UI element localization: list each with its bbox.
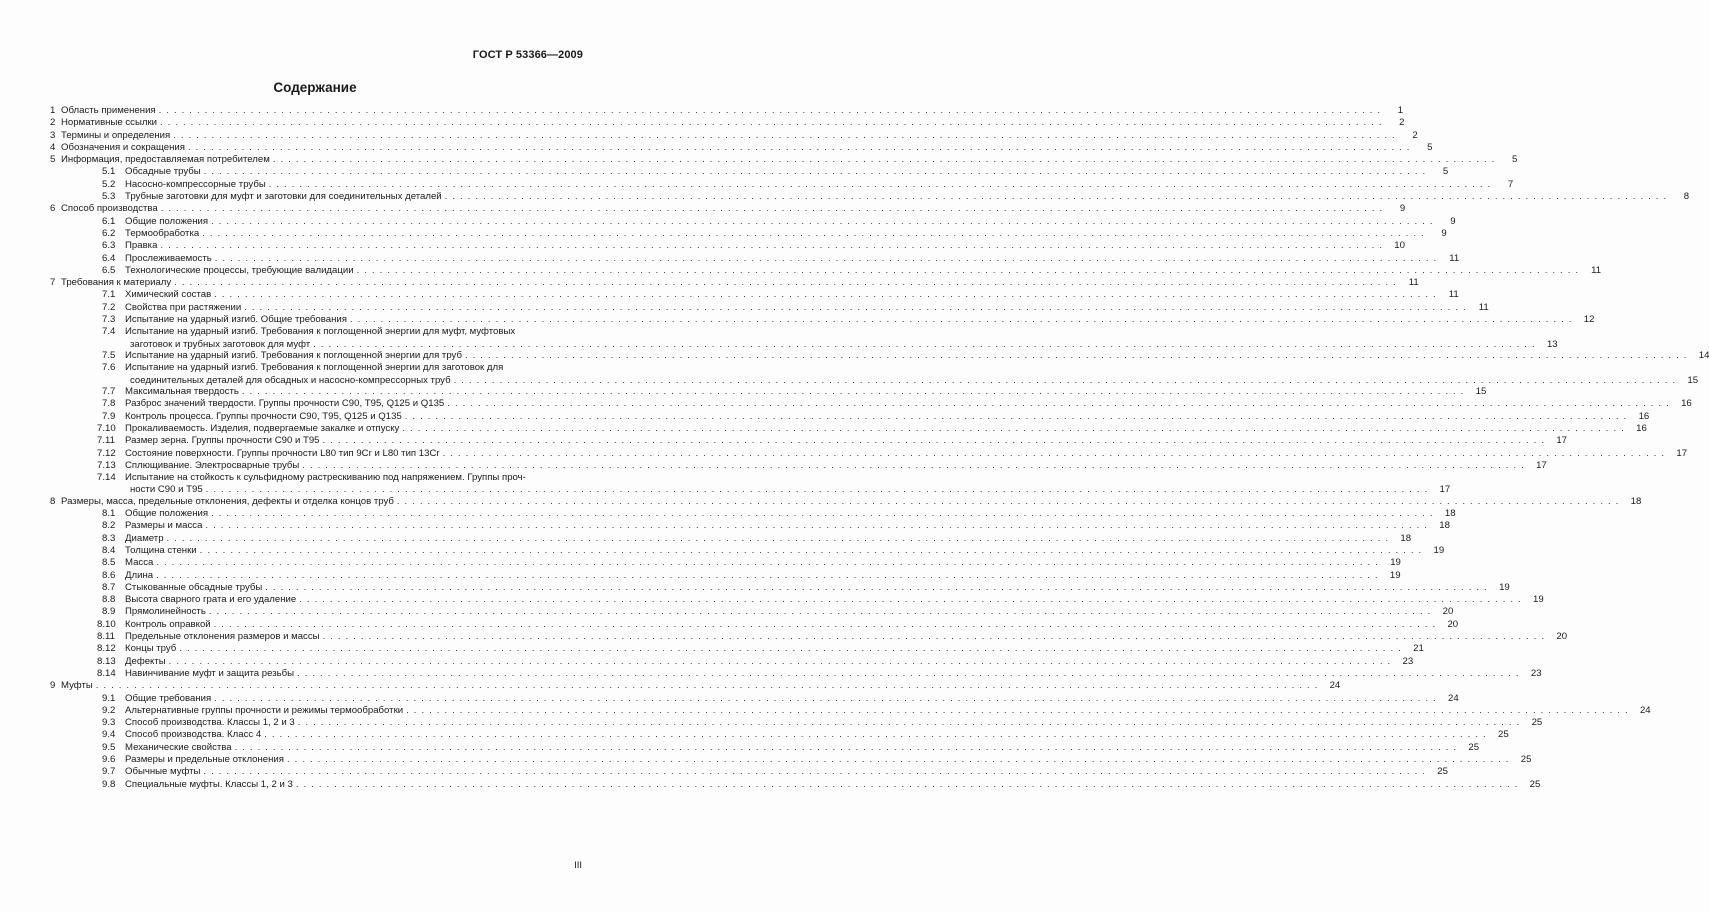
toc-leader-dots: ................................................................................................................................................................ [214, 252, 1442, 264]
toc-entry[interactable] [50, 606, 1454, 618]
toc-entry-number: 9.4 [102, 729, 116, 741]
toc-entry-number: 9.3 [102, 717, 116, 729]
toc-page-number: 19 [1389, 569, 1401, 581]
toc-entry[interactable] [50, 252, 1460, 265]
toc-leader-dots: ................................................................................................................................................................ [205, 520, 1432, 532]
toc-entry-number: 5.2 [102, 178, 116, 190]
toc-leader-dots: ................................................................................................................................................................ [234, 741, 1462, 753]
toc-page-number: 5 [1442, 166, 1449, 178]
toc-page-number: 5 [1511, 154, 1518, 166]
toc-entry-title: Длина [125, 569, 154, 581]
toc-leader-dots: ................................................................................................................................................................ [447, 398, 1674, 410]
toc-entry-number: 8.7 [102, 581, 116, 593]
toc-entry[interactable] [50, 741, 1480, 754]
toc-page-number: 11 [1591, 264, 1602, 276]
toc-entry-title: Размер зерна. Группы прочности С90 и Т95 [125, 435, 320, 447]
toc-page-number: 17 [1556, 435, 1568, 447]
toc-entry-title: Испытание на ударный изгиб. Требования к поглощенной энергии для муфт, муфтовых [125, 326, 516, 338]
toc-entry-number: 7.11 [97, 435, 115, 447]
toc-leader-dots: ................................................................................................................................................................ [297, 717, 1525, 729]
toc-entry[interactable] [50, 729, 1509, 741]
toc-leader-dots: ................................................................................................................................................................ [160, 117, 1387, 129]
toc-entry-title: Размеры и предельные отклонения [125, 754, 284, 766]
toc-page-number: 19 [1390, 557, 1401, 569]
toc-entry-title: Толщина стенки [125, 544, 197, 556]
toc-page-number: 24 [1448, 692, 1459, 704]
toc-entry-number: 8.14 [97, 667, 116, 679]
toc-entry-title: Навинчивание муфт и защита резьбы [125, 667, 295, 679]
toc-leader-dots: ................................................................................................................................................................ [453, 374, 1681, 386]
toc-entry[interactable] [50, 301, 1489, 314]
toc-leader-dots: ................................................................................................................................................................ [302, 459, 1529, 471]
toc-leader-dots: ................................................................................................................................................................ [187, 141, 1415, 153]
toc-entry-number: 8.8 [102, 594, 116, 606]
toc-entry-title: Сплющивание. Электросварные трубы [125, 459, 300, 471]
toc-page-number: 17 [1439, 484, 1451, 496]
toc-leader-dots: ................................................................................................................................................................ [214, 692, 1441, 704]
toc-entry-number: 8.10 [97, 618, 116, 630]
toc-entry-title: Насосно-компрессорные трубы [125, 178, 266, 190]
toc-entry-title: заготовок и трубных заготовок для муфт [130, 338, 311, 350]
toc-entry[interactable] [50, 105, 1404, 117]
toc-entry[interactable] [50, 766, 1448, 778]
toc-entry-title: Испытание на стойкость к сульфидному растрескиванию под напряжением. Группы проч- [125, 472, 526, 484]
toc-leader-dots: ................................................................................................................................................................ [156, 557, 1383, 569]
toc-entry-number: 5.1 [102, 166, 116, 178]
toc-entry-title: Специальные муфты. Классы 1, 2 и 3 [125, 778, 293, 790]
toc-page-number: 20 [1442, 606, 1454, 618]
toc-entry[interactable] [50, 544, 1445, 557]
toc-entry-title: Испытание на ударный изгиб. Требования к поглощенной энергии для заготовок для [125, 362, 504, 374]
toc-page-number: 19 [1533, 594, 1544, 606]
toc-leader-dots: ................................................................................................................................................................ [268, 178, 1496, 190]
toc-entry[interactable] [50, 680, 1341, 692]
toc-entry[interactable] [50, 520, 1450, 532]
toc-entry-title: Максимальная твердость [125, 386, 239, 398]
toc-entry-title: Требования к материалу [61, 277, 172, 289]
toc-leader-dots: ................................................................................................................................................................ [95, 680, 1323, 692]
toc-entry-title: Состояние поверхности. Группы прочности L80 тип 9Cr и L80 тип 13Cr [125, 447, 440, 459]
toc-page-number: 15 [1687, 374, 1699, 386]
toc-leader-dots: ................................................................................................................................................................ [211, 508, 1438, 520]
toc-leader-dots: ................................................................................................................................................................ [213, 618, 1441, 630]
toc-page-number: 9 [1450, 215, 1456, 227]
toc-entry-number: 7.4 [102, 326, 116, 338]
toc-leader-dots: ................................................................................................................................................................ [173, 129, 1400, 141]
toc-page-number: 7 [1507, 178, 1514, 190]
toc-page-number: 19 [1433, 544, 1445, 556]
toc-entry-title: Механические свойства [125, 741, 232, 753]
toc-entry[interactable] [50, 410, 1650, 423]
toc-entry-number: 8.12 [97, 643, 116, 655]
toc-entry-number: 7.10 [97, 422, 116, 434]
toc-page-number: 17 [1676, 447, 1688, 459]
toc-page-number: 15 [1475, 386, 1487, 398]
toc-entry-title: Обозначения и сокращения [61, 141, 185, 153]
toc-entry-title: Альтернативные группы прочности и режимы термообработки [125, 704, 404, 716]
toc-entry[interactable] [50, 484, 1451, 496]
toc-entry-title: Способ производства [61, 203, 158, 215]
toc-entry-title: Прямолинейность [125, 606, 206, 618]
toc-entry[interactable] [50, 508, 1456, 520]
toc-entry[interactable] [50, 532, 1412, 545]
toc-entry[interactable] [50, 447, 1688, 460]
toc-leader-dots: ................................................................................................................................................................ [158, 105, 1386, 116]
toc-entry-title: Обычные муфты [125, 766, 201, 778]
toc-entry-number: 8.4 [102, 544, 116, 556]
toc-leader-dots: ................................................................................................................................................................ [396, 495, 1624, 507]
toc-entry[interactable] [50, 422, 1647, 435]
toc-entry-number: 2 [50, 117, 56, 129]
toc-entry-number: 7.8 [102, 398, 116, 410]
toc-page-number: 25 [1437, 766, 1448, 778]
toc-entry-number: 7.7 [102, 386, 116, 398]
toc-page-number: 11 [1448, 289, 1459, 301]
toc-page-number: 16 [1638, 410, 1650, 422]
toc-leader-dots: ................................................................................................................................................................ [402, 422, 1629, 434]
toc-leader-dots: ................................................................................................................................................................ [168, 655, 1396, 667]
toc-entry[interactable] [50, 754, 1532, 766]
toc-entry-title: Размеры и масса [125, 520, 203, 532]
toc-entry[interactable] [50, 581, 1510, 594]
toc-leader-dots: ................................................................................................................................................................ [356, 264, 1584, 276]
toc-entry[interactable] [50, 203, 1406, 215]
toc-entry[interactable] [50, 154, 1518, 166]
toc-entry-title: Термообработка [125, 227, 200, 239]
toc-entry[interactable] [50, 141, 1433, 154]
toc-entry-number: 9.8 [102, 778, 116, 790]
toc-leader-dots: ................................................................................................................................................................ [442, 447, 1670, 459]
toc-entry-title: Общие положения [125, 215, 209, 227]
toc-entry-title: Технологические процессы, требующие валидации [125, 264, 354, 276]
toc-page-number: 25 [1468, 741, 1480, 753]
toc-page-number: 11 [1408, 277, 1419, 289]
toc-page-number: 13 [1546, 338, 1558, 350]
toc-leader-dots: ................................................................................................................................................................ [264, 729, 1491, 741]
toc-entry[interactable] [50, 227, 1447, 240]
toc-leader-dots: ................................................................................................................................................................ [322, 631, 1550, 643]
toc-entry[interactable] [50, 277, 1419, 289]
toc-entry-title: Диаметр [125, 532, 164, 544]
toc-leader-dots: ................................................................................................................................................................ [322, 435, 1550, 447]
toc-entry-number: 3 [50, 129, 56, 141]
toc-entry-number: 6.4 [102, 252, 116, 264]
toc-leader-dots: ................................................................................................................................................................ [179, 643, 1406, 655]
toc-page-number: 20 [1556, 631, 1568, 643]
toc-entry[interactable] [50, 495, 1642, 508]
toc-entry-title: Химический состав [125, 289, 212, 301]
toc-entry-number: 9.6 [102, 754, 116, 766]
toc-entry-number: 8 [50, 495, 56, 507]
toc-entry-title: Муфты [61, 680, 93, 692]
toc-entry[interactable] [50, 314, 1595, 326]
toc-entry-title: Область применения [61, 105, 156, 116]
toc-page-number: 18 [1400, 532, 1412, 544]
toc-entry-title: Масса [125, 557, 154, 569]
toc-entry-number: 8.3 [102, 532, 116, 544]
toc-leader-dots: ................................................................................................................................................................ [205, 484, 1433, 496]
toc-entry-number: 6.3 [102, 240, 116, 252]
toc-page-number: 20 [1447, 618, 1459, 630]
toc-entry-title: Испытание на ударный изгиб. Общие требования [125, 314, 347, 326]
toc-page-number: 23 [1530, 667, 1542, 679]
toc-entry-title: Свойства при растяжении [125, 301, 242, 313]
toc-page-number: 16 [1636, 422, 1647, 434]
toc-page-number: 25 [1531, 717, 1543, 729]
toc-page-number: 14 [1698, 350, 1709, 362]
toc-entry[interactable] [50, 704, 1651, 717]
toc-page-number: 25 [1529, 778, 1541, 790]
toc-entry-number: 8.5 [102, 557, 116, 569]
toc-entry-title: Общие положения [125, 508, 209, 520]
toc-entry-title: Испытание на ударный изгиб. Требования к поглощенной энергии для труб [125, 350, 462, 362]
toc-entry-title: Предельные отклонения размеров и массы [125, 631, 320, 643]
toc-leader-dots: ................................................................................................................................................................ [166, 532, 1394, 544]
toc-page-number: 11 [1449, 252, 1460, 264]
toc-entry-number: 6.2 [102, 227, 116, 239]
toc-entry[interactable] [50, 326, 583, 338]
toc-entry-number: 7.1 [102, 289, 116, 301]
toc-entry-title: Прокаливаемость. Изделия, подвергаемые закалке и отпуску [125, 422, 400, 434]
toc-entry-number: 8.11 [97, 631, 115, 643]
toc-leader-dots: ................................................................................................................................................................ [295, 778, 1523, 790]
toc-page-number: 19 [1499, 581, 1510, 593]
toc-page-number: 24 [1639, 704, 1651, 716]
toc-page-number: 11 [1478, 301, 1489, 313]
toc-entry-number: 7.12 [97, 447, 116, 459]
toc-entry[interactable] [50, 338, 1558, 350]
toc-entry-title: Дефекты [125, 655, 166, 667]
toc-entry-number: 9.5 [102, 741, 116, 753]
toc-entry-number: 8.6 [102, 569, 116, 581]
toc-entry[interactable] [50, 215, 1456, 228]
toc-entry[interactable] [50, 557, 1401, 569]
toc-leader-dots: ................................................................................................................................................................ [286, 754, 1514, 766]
toc-leader-dots: ................................................................................................................................................................ [199, 544, 1427, 556]
toc-page-number: 9 [1399, 203, 1406, 215]
toc-page-number: 16 [1681, 398, 1692, 410]
toc-entry-title: Общие требования [125, 692, 212, 704]
toc-entry[interactable] [50, 386, 1487, 398]
toc-entry-number: 7.9 [102, 410, 116, 422]
toc-page-number: 12 [1583, 314, 1595, 326]
toc-entry[interactable] [50, 350, 1709, 362]
toc-entry-title: ности С90 и Т95 [130, 484, 203, 496]
toc-entry[interactable] [50, 289, 1459, 301]
toc-page-number: 1 [1397, 105, 1404, 116]
toc-entry-number: 9.1 [102, 692, 116, 704]
toc-page-number: 25 [1497, 729, 1509, 741]
toc-leader-dots: ................................................................................................................................................................ [211, 215, 1438, 227]
toc-leader-dots: ................................................................................................................................................................ [444, 191, 1672, 203]
toc-entry-title: Контроль оправкой [125, 618, 211, 630]
toc-page-number: 10 [1394, 240, 1405, 252]
toc-leader-dots: ................................................................................................................................................................ [202, 227, 1429, 239]
toc-entry-number: 5 [50, 154, 56, 166]
toc-leader-dots: ................................................................................................................................................................ [208, 606, 1436, 618]
toc-entry-title: Информация, предоставляемая потребителем [61, 154, 270, 166]
toc-entry[interactable] [50, 717, 1543, 729]
toc-entry-title: Прослеживаемость [125, 252, 212, 264]
toc-entry-title: Трубные заготовки для муфт и заготовки для соединительных деталей [125, 191, 442, 203]
toc-leader-dots: ................................................................................................................................................................ [174, 277, 1401, 289]
toc-entry-number: 1 [50, 105, 56, 116]
toc-entry[interactable] [50, 362, 583, 374]
toc-leader-dots: ................................................................................................................................................................ [160, 203, 1388, 215]
toc-entry[interactable] [50, 129, 1418, 142]
toc-entry[interactable] [50, 667, 1542, 680]
page-folio: III [574, 860, 582, 871]
toc-entry[interactable] [50, 264, 1602, 277]
toc-leader-dots: ................................................................................................................................................................ [406, 704, 1633, 716]
toc-leader-dots: ................................................................................................................................................................ [203, 166, 1431, 178]
toc-entry-number: 7.3 [102, 314, 116, 326]
toc-entry[interactable] [50, 692, 1459, 705]
toc-entry-number: 8.2 [102, 520, 116, 532]
toc-leader-dots: ................................................................................................................................................................ [160, 240, 1387, 252]
toc-page-number: 21 [1413, 643, 1424, 655]
running-header: ГОСТ Р 53366—2009 [472, 49, 583, 61]
toc-entry-number: 5.3 [102, 191, 116, 203]
toc-leader-dots: ................................................................................................................................................................ [464, 350, 1692, 362]
toc-entry-number: 8.1 [102, 508, 116, 520]
toc-entry-title: Размеры, масса, предельные отклонения, дефекты и отделка концов труб [61, 495, 394, 507]
toc-entry[interactable] [50, 459, 1547, 472]
toc-entry-title: Обсадные трубы [125, 166, 201, 178]
toc-entry[interactable] [50, 618, 1459, 631]
toc-entry-number: 7.6 [102, 362, 116, 374]
toc-entry[interactable] [50, 435, 1568, 447]
toc-entry[interactable] [50, 117, 1405, 129]
toc-page-number: 9 [1441, 227, 1447, 239]
table-of-contents [50, 105, 1709, 791]
toc-leader-dots: ................................................................................................................................................................ [244, 301, 1471, 313]
toc-entry[interactable] [50, 569, 1401, 582]
toc-entry-title: Способ производства. Классы 1, 2 и 3 [125, 717, 295, 729]
toc-entry[interactable] [50, 472, 583, 484]
toc-leader-dots: ................................................................................................................................................................ [404, 410, 1632, 422]
toc-entry-number: 9.7 [102, 766, 116, 778]
toc-leader-dots: ................................................................................................................................................................ [349, 314, 1577, 326]
toc-page-number: 5 [1427, 141, 1433, 153]
toc-entry-number: 6.5 [102, 264, 116, 276]
toc-leader-dots: ................................................................................................................................................................ [156, 569, 1383, 581]
toc-leader-dots: ................................................................................................................................................................ [313, 338, 1540, 350]
toc-entry-number: 4 [50, 141, 56, 153]
toc-entry-number: 6 [50, 203, 56, 215]
toc-entry[interactable] [50, 191, 1690, 203]
toc-entry-title: Контроль процесса. Группы прочности С90, Т95, Q125 и Q135 [125, 410, 402, 422]
toc-entry[interactable] [50, 178, 1514, 191]
toc-entry[interactable] [50, 240, 1405, 252]
toc-page-number: 23 [1402, 655, 1414, 667]
toc-entry[interactable] [50, 594, 1544, 606]
toc-entry-number: 9.2 [102, 704, 116, 716]
toc-entry[interactable] [50, 655, 1414, 668]
toc-entry-title: Термины и определения [61, 129, 171, 141]
toc-entry-number: 7.5 [102, 350, 116, 362]
toc-leader-dots: ................................................................................................................................................................ [299, 594, 1526, 606]
page-title: Содержание [273, 80, 357, 95]
toc-entry[interactable] [50, 643, 1424, 655]
toc-leader-dots: ................................................................................................................................................................ [265, 581, 1492, 593]
toc-entry-title: Разброс значений твердости. Группы прочности С90, Т95, Q125 и Q135 [125, 398, 445, 410]
toc-page-number: 24 [1329, 680, 1341, 692]
toc-entry[interactable] [50, 631, 1568, 643]
toc-entry-number: 9 [50, 680, 56, 692]
toc-leader-dots: ................................................................................................................................................................ [203, 766, 1430, 778]
toc-entry-number: 6.1 [102, 215, 116, 227]
toc-page-number: 18 [1439, 520, 1450, 532]
toc-page-number: 25 [1520, 754, 1532, 766]
toc-entry-title: Концы труб [125, 643, 177, 655]
toc-entry[interactable] [50, 166, 1449, 178]
toc-leader-dots: ................................................................................................................................................................ [241, 386, 1469, 398]
toc-entry-title: Высота сварного грата и его удаление [125, 594, 297, 606]
toc-page-number: 17 [1536, 459, 1547, 471]
toc-page-number: 18 [1630, 495, 1642, 507]
toc-entry-number: 7.2 [102, 301, 116, 313]
toc-entry-title: Стыкованные обсадные трубы [125, 581, 263, 593]
toc-entry-number: 7 [50, 277, 56, 289]
toc-entry-number: 8.13 [97, 655, 116, 667]
toc-leader-dots: ................................................................................................................................................................ [214, 289, 1441, 301]
toc-leader-dots: ................................................................................................................................................................ [297, 667, 1524, 679]
toc-page-number: 18 [1444, 508, 1456, 520]
toc-entry-title: соединительных деталей для обсадных и насосно-компрессорных труб [130, 374, 451, 386]
toc-entry-title: Правка [125, 240, 158, 252]
toc-entry[interactable] [50, 398, 1692, 410]
toc-entry[interactable] [50, 374, 1699, 386]
toc-page-number: 8 [1683, 191, 1690, 203]
toc-page-number: 2 [1412, 129, 1418, 141]
toc-entry-number: 7.14 [97, 472, 116, 484]
toc-entry-number: 8.9 [102, 606, 116, 618]
toc-leader-dots: ................................................................................................................................................................ [272, 154, 1500, 166]
toc-page-number: 2 [1399, 117, 1405, 129]
toc-entry-title: Способ производства. Класс 4 [125, 729, 262, 741]
toc-entry-title: Нормативные ссылки [61, 117, 158, 129]
toc-entry[interactable] [50, 778, 1541, 791]
toc-entry-number: 7.13 [97, 459, 116, 471]
